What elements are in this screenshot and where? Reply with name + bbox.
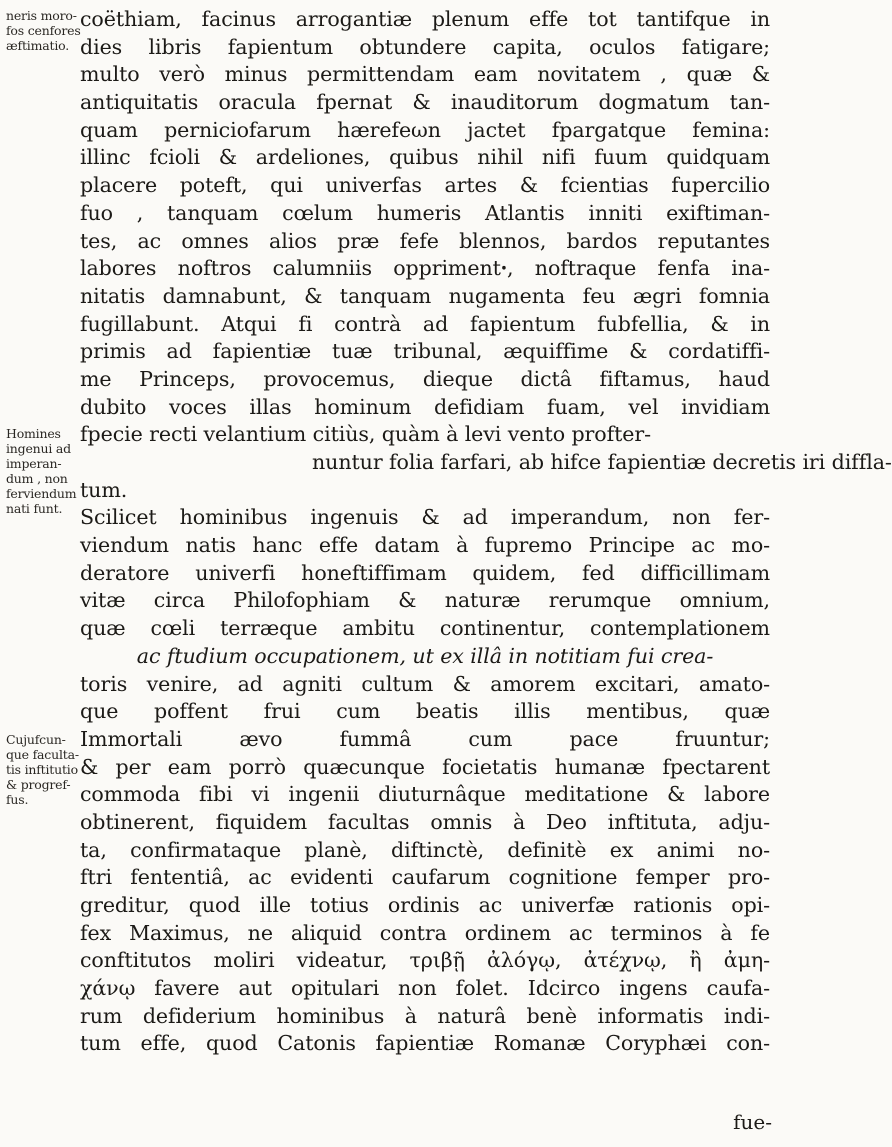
body-text	[80, 6, 892, 1086]
text-line: me Princeps, provocemus, dieque dictâ fiftamus, haud	[80, 366, 770, 391]
text-line: illinc fcioli & ardeliones, quibus nihil nifi fuum quidquam	[80, 145, 770, 170]
text-line: vitæ circa Philofophiam & naturæ rerumque omnium,	[80, 588, 770, 613]
text-line: viendum natis hanc effe datam à fupremo Principe ac mo-	[80, 533, 770, 558]
text-line: fpecie recti velantium citiùs, quàm à levi vento profter-	[80, 422, 651, 447]
text-line: tes, ac omnes alios præ fefe blennos, bardos reputantes	[80, 228, 770, 253]
margin-note-1: neris moro- fos cenfores æftimatio.	[6, 8, 81, 53]
text-line: ftri fententiâ, ac evidenti caufarum cognitione femper pro-	[80, 865, 770, 890]
text-line: dubito voces illas hominum defidiam fuam, vel invidiam	[80, 394, 770, 419]
text-line: placere poteft, qui univerfas artes & fcientias fupercilio	[80, 173, 770, 198]
text-line: commoda fibi vi ingenii diuturnâque meditatione & labore	[80, 782, 770, 807]
text-line: antiquitatis oracula fpernat & inauditorum dogmatum tan-	[80, 90, 770, 115]
text-line-italic: ac ftudium occupationem, ut ex illâ in notitiam fui crea-	[136, 643, 714, 668]
text-line: labores noftros calumniis opprimentꞏ, noftraque fenfa ina-	[80, 256, 770, 281]
text-line: toris venire, ad agniti cultum & amorem excitari, amato-	[80, 671, 770, 696]
text-line: fex Maximus, ne aliquid contra ordinem ac terminos à fe	[80, 920, 770, 945]
text-line: ta, confirmataque planè, diftinctè, definitè ex animi no-	[80, 837, 770, 862]
margin-note-3: Cujufcun- que faculta- tis inftitutio & progref- fus.	[6, 732, 79, 807]
text-line: fuo , tanquam cœlum humeris Atlantis inniti exiftiman-	[80, 200, 770, 225]
text-line: obtinerent, fiquidem facultas omnis à Deo inftituta, adju-	[80, 809, 770, 834]
text-line: deratore univerfi honeftiffimam quidem, fed difficillimam	[80, 560, 770, 585]
text-line: greditur, quod ille totius ordinis ac univerfæ rationis opi-	[80, 893, 770, 917]
text-line: que poffent frui cum beatis illis mentibus, quæ	[80, 699, 770, 724]
text-line: Scilicet hominibus ingenuis & ad imperandum, non fer-	[80, 505, 770, 530]
text-line: primis ad fapientiæ tuæ tribunal, æquiffime & cordatiffi-	[80, 339, 770, 364]
text-line: & per eam porrò quæcunque focietatis humanæ fpectarent	[80, 754, 770, 779]
text-line: multo verò minus permittendam eam novitatem , quæ &	[80, 62, 770, 87]
text-line: quam perniciofarum hærefeωn jactet fpargatque femina:	[80, 117, 770, 142]
margin-note-2: Homines ingenui ad imperan- dum , non ferviendum nati funt.	[6, 426, 77, 516]
text-line: quæ cœli terræque ambitu continentur, contemplationem	[80, 616, 770, 641]
text-line: Immortali ævo fummâ cum pace fruuntur;	[80, 726, 770, 751]
text-line: fugillabunt. Atqui fi contrà ad fapientum fubfellia, & in	[80, 311, 770, 336]
text-line: nuntur folia farfari, ab hifce fapientiæ decretis iri diffla-	[312, 450, 892, 474]
text-line: coëthiam, facinus arrogantiæ plenum effe tot tantifque in	[80, 7, 770, 31]
text-line: dies libris fapientum obtundere capita, oculos fatigare;	[80, 34, 770, 59]
text-line	[80, 1058, 770, 1086]
text-line: conftitutos moliri videatur, τριβῇ ἀλόγῳ, ἀτέχνῳ, ἢ ἀμη-	[80, 948, 770, 973]
text-line: χάνῳ favere aut opitulari non folet. Idcirco ingens caufa-	[80, 976, 770, 1001]
text-line: tum effe, quod Catonis fapientiæ Romanæ Coryphæi con-	[80, 1031, 770, 1056]
text-line: tum.	[80, 477, 128, 502]
catchword: fue-	[733, 1110, 772, 1134]
text-line: rum defiderium hominibus à naturâ benè informatis indi-	[80, 1003, 770, 1028]
text-line: nitatis damnabunt, & tanquam nugamenta feu ægri fomnia	[80, 283, 770, 308]
